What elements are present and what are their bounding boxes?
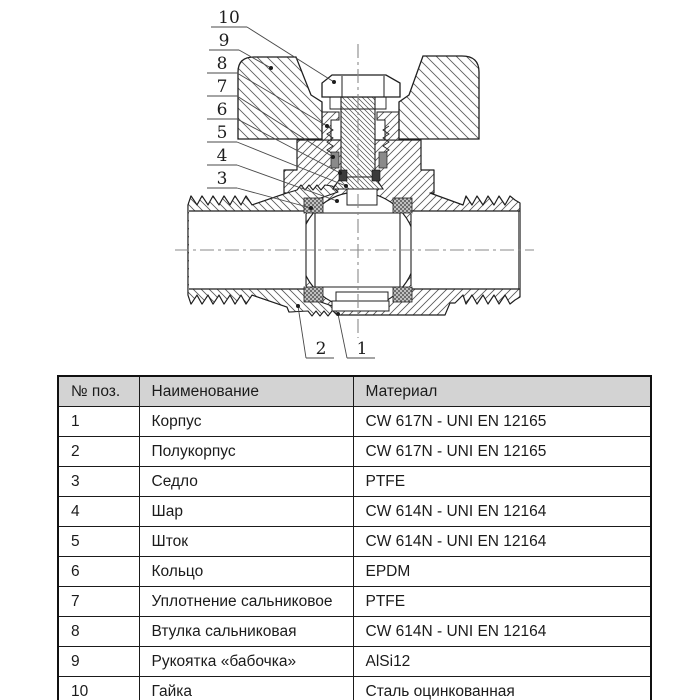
cell-position: 10: [58, 677, 139, 700]
cell-material: CW 617N - UNI EN 12165: [353, 437, 651, 467]
cell-material: PTFE: [353, 587, 651, 617]
table-row: [58, 557, 651, 587]
cell-position: 9: [58, 647, 139, 677]
cell-material: AlSi12: [353, 647, 651, 677]
svg-text:10: 10: [218, 8, 240, 28]
cell-position: 2: [58, 437, 139, 467]
cell-position: 3: [58, 467, 139, 497]
table-row: [58, 497, 651, 527]
table-row: [58, 437, 651, 467]
cell-position: 7: [58, 587, 139, 617]
hex-nut: [322, 75, 400, 97]
cell-name: Шар: [139, 497, 353, 527]
cell-name: Полукорпус: [139, 437, 353, 467]
cell-name: Корпус: [139, 407, 353, 437]
table-row: [58, 647, 651, 677]
table-row: [58, 467, 651, 497]
cell-name: Гайка: [139, 677, 353, 700]
cell-name: Втулка сальниковая: [139, 617, 353, 647]
svg-text:1: 1: [356, 339, 368, 359]
table-row: [58, 407, 651, 437]
svg-text:3: 3: [216, 169, 228, 189]
svg-text:6: 6: [216, 100, 228, 120]
svg-text:4: 4: [216, 146, 228, 166]
handle-right-wing: [399, 56, 479, 139]
ball-stem-slot: [347, 189, 377, 205]
svg-text:8: 8: [216, 54, 228, 74]
cell-name: Кольцо: [139, 557, 353, 587]
svg-text:7: 7: [216, 77, 228, 97]
cell-material: CW 617N - UNI EN 12165: [353, 407, 651, 437]
col-header-position: № поз.: [58, 376, 139, 407]
cell-position: 5: [58, 527, 139, 557]
cell-material: EPDM: [353, 557, 651, 587]
svg-text:5: 5: [216, 123, 228, 143]
cell-position: 8: [58, 617, 139, 647]
col-header-name: Наименование: [139, 376, 353, 407]
parts-table: [57, 375, 652, 700]
svg-text:2: 2: [315, 339, 327, 359]
cell-material: CW 614N - UNI EN 12164: [353, 497, 651, 527]
cell-name: Шток: [139, 527, 353, 557]
cell-material: CW 614N - UNI EN 12164: [353, 527, 651, 557]
col-header-material: Материал: [353, 376, 651, 407]
seat-retainer: [332, 292, 389, 311]
cell-position: 4: [58, 497, 139, 527]
table-header: [58, 376, 651, 407]
table-row: [58, 677, 651, 700]
cell-name: Рукоятка «бабочка»: [139, 647, 353, 677]
header-row: [58, 376, 651, 407]
cell-material: CW 614N - UNI EN 12164: [353, 617, 651, 647]
table-row: [58, 527, 651, 557]
cell-material: Сталь оцинкованная: [353, 677, 651, 700]
cell-position: 1: [58, 407, 139, 437]
svg-text:9: 9: [218, 31, 230, 51]
cell-name: Седло: [139, 467, 353, 497]
cell-material: PTFE: [353, 467, 651, 497]
callout-1: [336, 312, 375, 359]
cell-name: Уплотнение сальниковое: [139, 587, 353, 617]
table-row: [58, 587, 651, 617]
table-row: [58, 617, 651, 647]
cell-position: 6: [58, 557, 139, 587]
